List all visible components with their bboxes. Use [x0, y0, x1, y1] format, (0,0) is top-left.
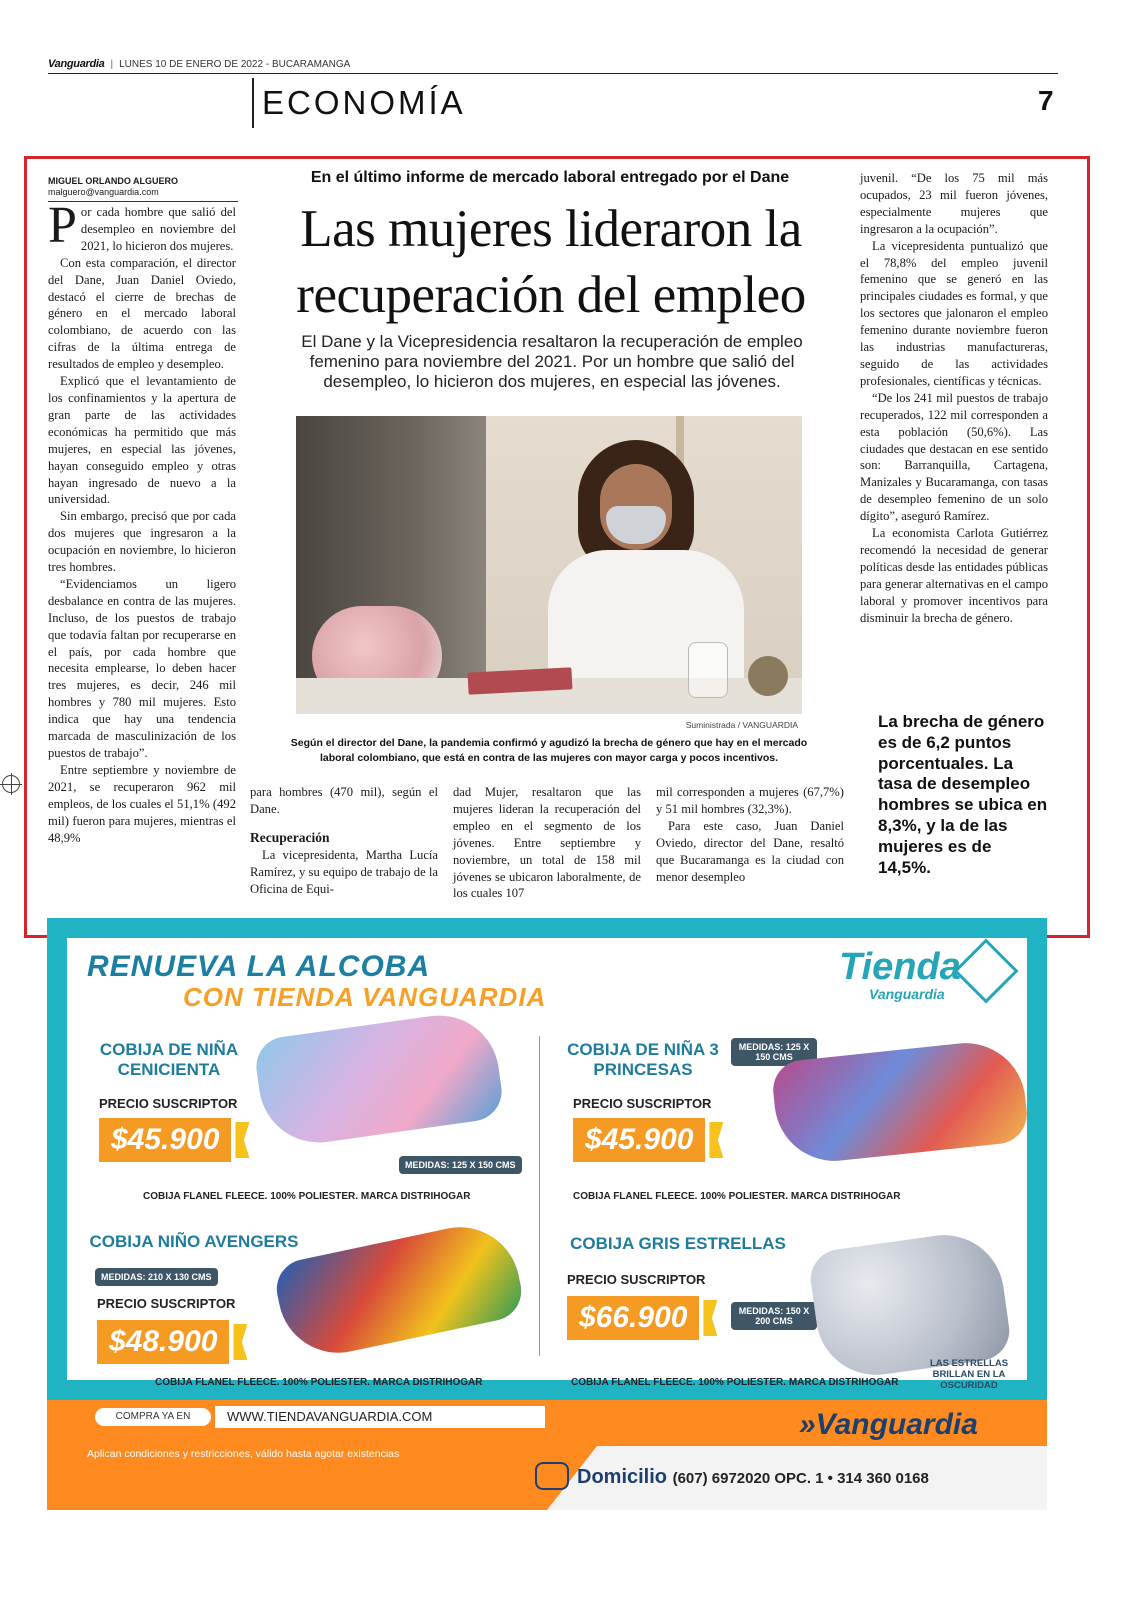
article-column-5	[860, 170, 1048, 626]
glow-note: LAS ESTRELLAS BRILLAN EN LA OSCURIDAD	[929, 1358, 1009, 1391]
product-name: COBIJA NIÑO AVENGERS	[89, 1232, 299, 1251]
paragraph: “Evidenciamos un ligero desbalance en contra de las mujeres. Incluso, de los puestos de trabajo que todavía faltan por recuperarse en el país, por cada hombre que necesita emplearse, lo deben hacer tres mujeres, es decir, 246 mil hombres y 780 mil mujeres. Esto indica que hay una tendencia marcada de masculinización de los puestos de trabajo”.	[48, 576, 236, 760]
paragraph: La vicepresidenta puntualizó que el 78,8% del empleo juvenil femenino que se generó en las principales ciudades es formal, y que los sectores que jalonaron el empleo femenino durante noviembre fueron las industrias manufactureras, seguido de las actividades profesionales, científicas y técnicas.	[860, 238, 1048, 388]
article-photo	[296, 416, 802, 714]
cactus-pot	[748, 656, 788, 696]
product-name: COBIJA DE NIÑA 3 PRINCESAS	[567, 1040, 719, 1079]
measure-badge: MEDIDAS: 125 X 150 CMS	[399, 1156, 522, 1174]
product-description: COBIJA FLANEL FLEECE. 100% POLIESTER. MARCA DISTRIHOGAR	[571, 1377, 899, 1388]
measure-badge: MEDIDAS: 210 X 130 CMS	[95, 1268, 218, 1286]
measure-badge: MEDIDAS: 150 X 200 CMS	[731, 1302, 817, 1330]
registration-mark-icon	[2, 775, 20, 793]
price-tag: $48.900	[97, 1320, 229, 1364]
price-label: PRECIO SUSCRIPTOR	[99, 1096, 238, 1111]
article-headline	[258, 196, 844, 328]
price-tag: $45.900	[99, 1118, 231, 1162]
page-number: 7	[1038, 85, 1054, 116]
paragraph: mil corresponden a mujeres (67,7%) y 51 mil hombres (32,3%).	[656, 785, 844, 816]
price-tag: $66.900	[567, 1296, 699, 1340]
delivery-scooter-icon	[535, 1462, 569, 1490]
glass-jar	[688, 642, 728, 698]
vanguardia-logo: »Vanguardia	[799, 1408, 978, 1441]
section-rule	[252, 78, 254, 128]
photo-credit: Suministrada / VANGUARDIA	[685, 720, 798, 730]
product-description: COBIJA FLANEL FLEECE. 100% POLIESTER. MARCA DISTRIHOGAR	[573, 1191, 901, 1202]
page-header	[48, 58, 1058, 74]
product-description: COBIJA FLANEL FLEECE. 100% POLIESTER. MARCA DISTRIHOGAR	[143, 1191, 471, 1202]
ad-conditions: Aplican condiciones y restricciones, válido hasta agotar existencias	[87, 1448, 400, 1460]
photo-caption: Según el director del Dane, la pandemia confirmó y agudizó la brecha de género que hay en el mercado laboral colombiano, que está en contra de las mujeres con mayor carga y pocos incentivos.	[290, 737, 808, 764]
delivery-label: Domicilio	[577, 1466, 668, 1488]
section-title: ECONOMÍA	[262, 84, 466, 121]
product-name: COBIJA DE NIÑA CENICIENTA	[99, 1040, 239, 1079]
article-column-2	[250, 784, 438, 897]
author-email[interactable]: malguero@vanguardia.com	[48, 187, 159, 197]
article-column-1	[48, 197, 236, 846]
measure-badge: MEDIDAS: 125 X 150 CMS	[731, 1038, 817, 1066]
ad-subtitle: CON TIENDA VANGUARDIA	[183, 982, 547, 1012]
issue-date: LUNES 10 DE ENERO DE 2022 - BUCARAMANGA	[119, 59, 351, 70]
headline-line: recuperación del empleo	[296, 266, 806, 324]
price-label: PRECIO SUSCRIPTOR	[97, 1296, 236, 1311]
newspaper-brand: Vanguardia	[48, 58, 105, 70]
header-separator: |	[110, 59, 114, 70]
advertisement[interactable]	[47, 918, 1047, 1510]
paragraph: La economista Carlota Gutiérrez recomendó la necesidad de generar políticas desde las entidades públicas para generar alternativas en el campo laboral y promover incentivos para disminuir la brecha de género.	[860, 526, 1048, 625]
article-column-3	[453, 784, 641, 902]
paragraph: Explicó que el levantamiento de los confinamientos y la apertura de gran parte de las actividades económicas ha permitido que más mujeres, en especial las jóvenes, hayan conseguido empleo y otras hayan ingresado de nuevo a la universidad.	[48, 374, 236, 507]
paragraph: Entre septiembre y noviembre de 2021, se recuperaron 962 mil empleos, de los cuales el 51,1% (492 mil) fueron para mujeres, mientras el 48,9%	[48, 762, 236, 845]
delivery-info[interactable]	[577, 1466, 929, 1489]
article-deck: El Dane y la Vicepresidencia resaltaron la recuperación de empleo femenino para noviembre del 2021. Por un hombre que salió del desempleo, lo hicieron dos mujeres, en especial las jóvenes.	[301, 332, 803, 391]
paragraph: Para este caso, Juan Daniel Oviedo, director del Dane, resaltó que Bucaramanga es la ciudad con menor desempleo	[656, 818, 844, 884]
paragraph: Sin embargo, precisó que por cada dos mujeres que ingresaron a la ocupación en noviembre, lo hicieron tres hombres.	[48, 509, 236, 575]
paragraph: para hombres (470 mil), según el Dane.	[250, 785, 438, 816]
paragraph: Por cada hombre que salió del desempleo en noviembre del 2021, lo hicieron dos mujeres.	[48, 197, 236, 254]
tienda-logo: Tienda	[839, 946, 961, 988]
paragraph: dad Mujer, resaltaron que las mujeres lideran la recuperación del empleo en el segmento de los jóvenes. Entre septiembre y noviembre, un total de 158 mil jóvenes se ubicaron laboralmente, de los cuales 107	[453, 785, 641, 901]
product-description: COBIJA FLANEL FLEECE. 100% POLIESTER. MARCA DISTRIHOGAR	[155, 1377, 483, 1388]
article-kicker: En el último informe de mercado laboral entregado por el Dane	[310, 169, 790, 186]
drop-cap: P	[48, 197, 77, 254]
paragraph: Con esta comparación, el director del Dane, Juan Daniel Oviedo, destacó el cierre de brechas de género en el mercado laboral colombiano, de acuerdo con las cifras de la última entrega de resultados de empleo y desempleo.	[48, 255, 236, 372]
tienda-logo-sub: Vanguardia	[869, 986, 945, 1002]
ad-title: RENUEVA LA ALCOBA	[87, 950, 431, 983]
subheading: Recuperación	[250, 829, 330, 845]
price-label: PRECIO SUSCRIPTOR	[573, 1096, 712, 1111]
ad-divider	[539, 1036, 540, 1356]
author-name: MIGUEL ORLANDO ALGUERO	[48, 176, 178, 186]
price-label: PRECIO SUSCRIPTOR	[567, 1272, 706, 1287]
article-column-4	[656, 784, 844, 885]
paragraph: “De los 241 mil puestos de trabajo recuperados, 122 mil corresponden a esta población (50,6%). Las ciudades que destacan en ese sentido son: Barranquilla, Cartagena, Manizales y Bucaramanga, con tasas de desempleo femenino de un solo dígito”, aseguró Ramírez.	[860, 390, 1048, 524]
paragraph: juvenil. “De los 75 mil más ocupados, 23 mil fueron jóvenes, especialmente mujeres que ingresaron a la ocupación”.	[860, 171, 1048, 236]
buy-label: COMPRA YA EN	[95, 1408, 211, 1426]
product-name: COBIJA GRIS ESTRELLAS	[570, 1234, 786, 1253]
pull-quote: La brecha de género es de 6,2 puntos porcentuales. La tasa de desempleo hombres se ubica en 8,3%, y la de las mujeres es de 14,5%.	[878, 712, 1048, 877]
paragraph: La vicepresidenta, Martha Lucía Ramírez, y su equipo de trabajo de la Oficina de Equi-	[250, 847, 438, 896]
price-tag: $45.900	[573, 1118, 705, 1162]
headline-line: Las mujeres lideraron la	[300, 200, 802, 258]
delivery-phones: (607) 6972020 OPC. 1 • 314 360 0168	[672, 1470, 929, 1487]
store-url-link[interactable]: WWW.TIENDAVANGUARDIA.COM	[215, 1406, 545, 1428]
